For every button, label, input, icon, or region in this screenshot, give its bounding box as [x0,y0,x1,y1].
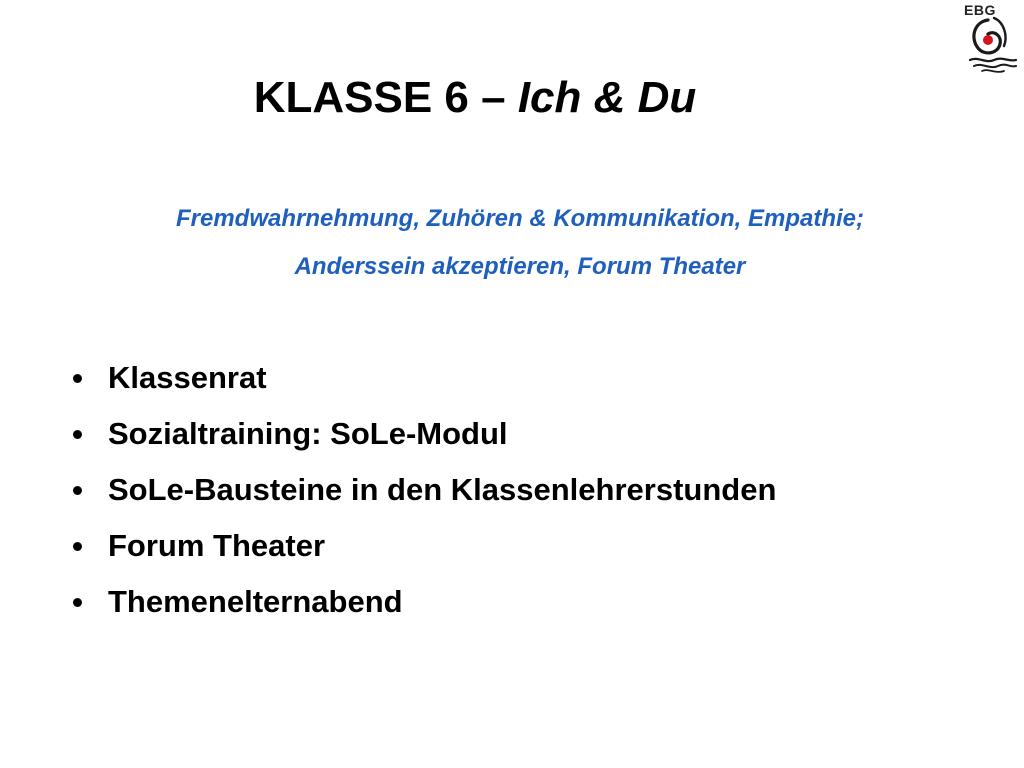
bullet-text: Themenelternabend [108,584,403,619]
ebg-school-logo-icon [964,16,1018,74]
subtitle-line-2: Anderssein akzeptieren, Forum Theater [294,253,746,280]
bullet-dot-icon [73,374,82,383]
subtitle-line-1: Fremdwahrnehmung, Zuhören & Kommunikation, Empathie; [175,205,865,232]
bullet-text: SoLe-Bausteine in den Klassenlehrerstunden [108,472,777,507]
title-italic: Ich & Du [517,73,697,122]
slide-title [0,66,950,130]
bullet-dot-icon [73,430,82,439]
bullet-dot-icon [73,542,82,551]
bullet-text: Klassenrat [108,360,267,395]
title-main: KLASSE 6 – [253,73,518,122]
school-logo [952,0,1024,78]
bullet-dot-icon [73,598,82,607]
bullet-dot-icon [73,486,82,495]
logo-text: EBG [964,2,996,18]
bullet-text: Sozialtraining: SoLe-Modul [108,416,508,451]
bullet-text: Forum Theater [108,528,326,563]
